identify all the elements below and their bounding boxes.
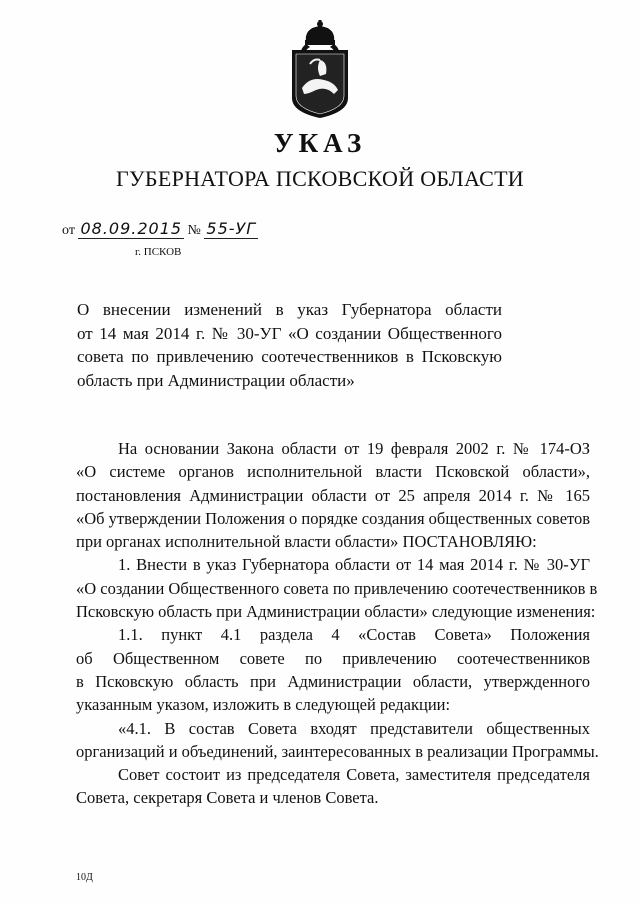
body-line: 1.1. пункт 4.1 раздела 4 «Состав Совета» Положения [118, 625, 590, 645]
date-prefix: от [62, 223, 75, 238]
coat-of-arms-emblem [280, 20, 360, 120]
body-line: при органах исполнительной власти области» ПОСТАНОВЛЯЮ: [76, 532, 537, 552]
body-line: Совета, секретаря Совета и членов Совета. [76, 788, 379, 808]
date-number-line [62, 219, 258, 239]
caption-line: область при Администрации области» [77, 370, 355, 390]
body-line: Псковскую область при Администрации области» следующие изменения: [76, 602, 596, 622]
caption-line: от 14 мая 2014 г. № 30-УГ «О создании Общественного [77, 323, 502, 343]
body-line: постановления Администрации области от 25 апреля 2014 г. № 165 [76, 485, 590, 505]
body-line: «О создании Общественного совета по привлечению соотечественников в [76, 578, 598, 598]
body-line: об Общественном совете по привлечению соотечественников [76, 648, 590, 668]
date-value: 08.09.2015 [80, 219, 183, 238]
body-line: указанным указом, изложить в следующей редакции: [76, 695, 451, 715]
document-title: УКАЗ [273, 128, 367, 158]
body-line: 1. Внести в указ Губернатора области от 14 мая 2014 г. № 30-УГ [118, 555, 590, 575]
footer-code: 10Д [76, 872, 93, 883]
document-subtitle: ГУБЕРНАТОРА ПСКОВСКОЙ ОБЛАСТИ [116, 166, 524, 191]
body-line: в Псковскую область при Администрации области, утвержденного [76, 671, 590, 691]
body-line: «4.1. В состав Совета входят представители общественных [118, 718, 590, 738]
body-line: «О системе органов исполнительной власти Псковской области», [76, 462, 590, 482]
document-body [76, 437, 599, 810]
body-line: На основании Закона области от 19 февраля 2002 г. № 174-ОЗ [118, 439, 590, 458]
number-prefix: № [187, 223, 201, 238]
city-label: г. ПСКОВ [135, 246, 182, 258]
document-caption [77, 298, 502, 392]
caption-line: О внесении изменений в указ Губернатора области [77, 300, 502, 319]
body-line: Совет состоит из председателя Совета, заместителя председателя [118, 765, 590, 785]
body-line: «Об утверждении Положения о порядке создания общественных советов [76, 508, 591, 528]
caption-line: совета по привлечению соотечественников в Псковскую [77, 347, 502, 366]
body-line: организаций и объединений, заинтересованных в реализации Программы. [76, 741, 599, 761]
number-value: 55-УГ [206, 219, 257, 238]
